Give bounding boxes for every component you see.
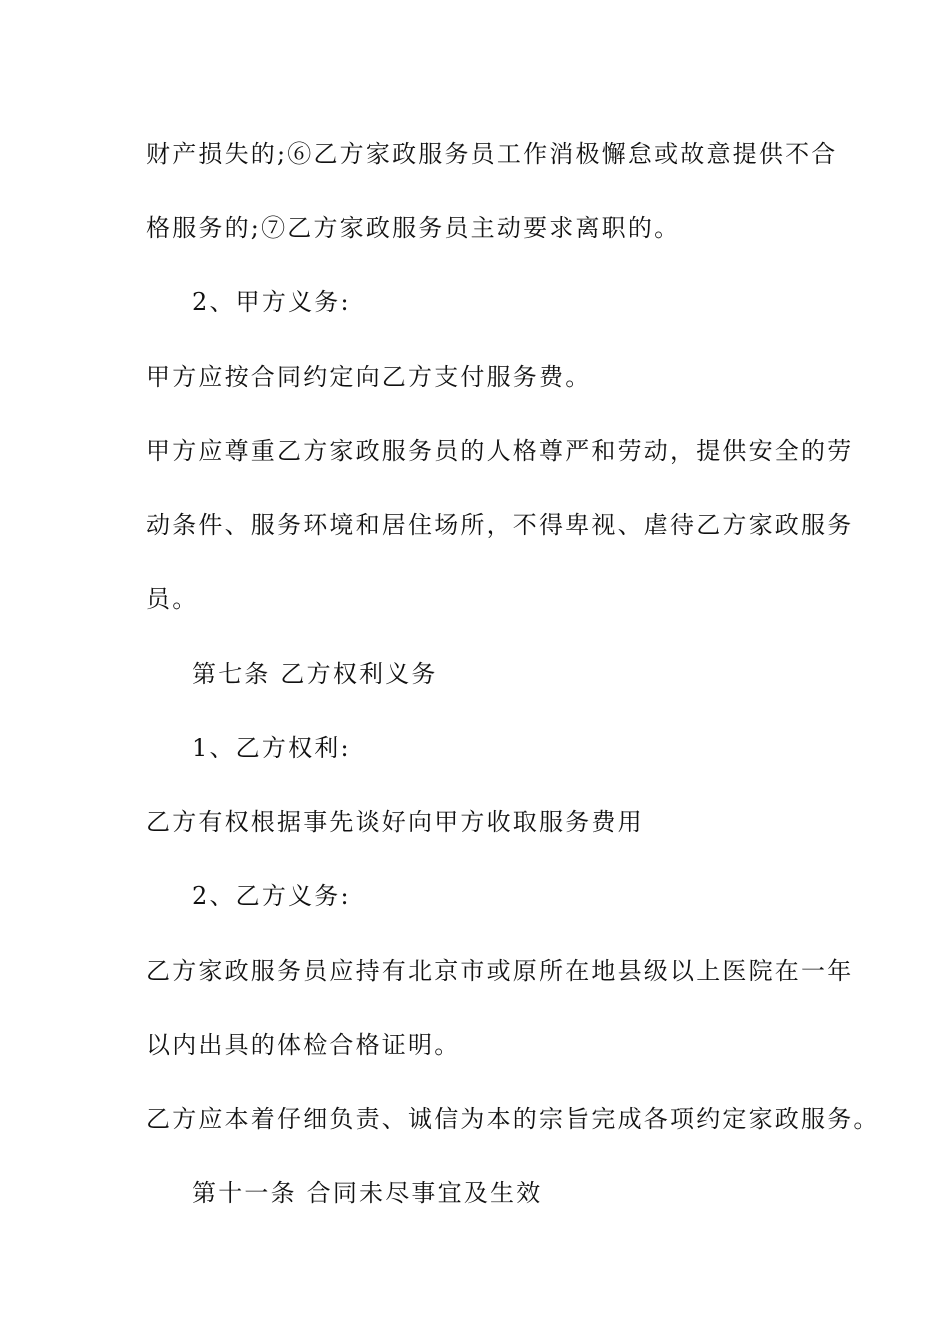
article-heading: 第七条 乙方权利义务 — [192, 660, 438, 688]
paragraph-line: 格服务的;⑦乙方家政服务员主动要求离职的。 — [146, 214, 681, 242]
paragraph-line: 甲方应尊重乙方家政服务员的人格尊严和劳动，提供安全的劳 — [146, 437, 854, 465]
paragraph-line: 财产损失的;⑥乙方家政服务员工作消极懈怠或故意提供不合 — [146, 140, 838, 168]
paragraph-line: 乙方应本着仔细负责、诚信为本的宗旨完成各项约定家政服务。 — [146, 1105, 880, 1133]
section-subheading: 2、乙方义务: — [192, 882, 351, 910]
section-subheading: 2、甲方义务: — [192, 288, 351, 316]
paragraph-line: 动条件、服务环境和居住场所，不得卑视、虐待乙方家政服务 — [146, 511, 854, 539]
section-subheading: 1、乙方权利: — [192, 734, 351, 762]
article-heading: 第十一条 合同未尽事宜及生效 — [192, 1179, 543, 1207]
paragraph-line: 员。 — [146, 585, 199, 613]
paragraph-line: 以内出具的体检合格证明。 — [146, 1031, 461, 1059]
paragraph-line: 乙方家政服务员应持有北京市或原所在地县级以上医院在一年 — [146, 957, 854, 985]
paragraph-line: 甲方应按合同约定向乙方支付服务费。 — [146, 363, 592, 391]
paragraph-line: 乙方有权根据事先谈好向甲方收取服务费用 — [146, 808, 644, 836]
